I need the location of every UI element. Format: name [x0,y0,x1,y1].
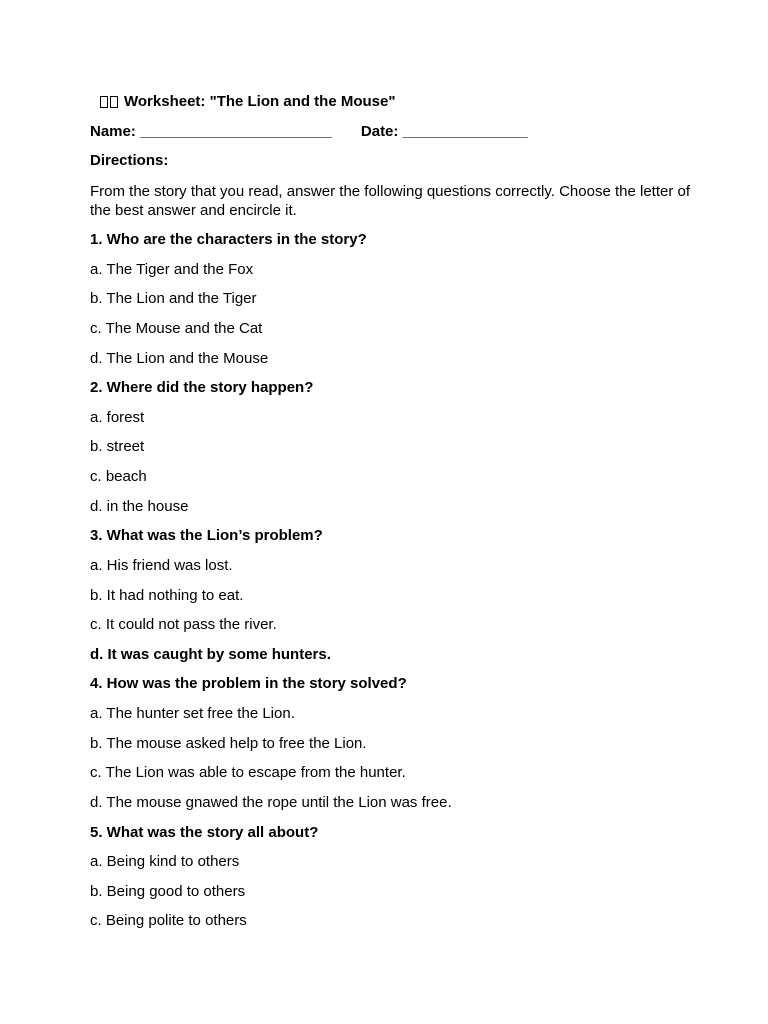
answer-option[interactable]: d. The Lion and the Mouse [90,350,269,367]
date-field[interactable]: Date: _______________ [360,123,528,140]
worksheet-title-row [100,93,395,111]
answer-option[interactable]: c. beach [90,468,147,485]
answer-option[interactable]: c. It could not pass the river. [90,616,277,633]
missing-glyph-icon [100,96,120,108]
directions-label: Directions: [90,152,169,169]
name-date-row [90,123,528,141]
question-prompt: 1. Who are the characters in the story? [90,231,367,248]
answer-option[interactable]: a. Being kind to others [90,853,240,870]
answer-option[interactable]: b. The Lion and the Tiger [90,290,257,307]
answer-option[interactable]: d. The mouse gnawed the rope until the Lion was free. [90,794,452,811]
directions-text: From the story that you read, answer the following questions correctly. Choose the letter of the best answer and encircle it. [90,183,691,219]
answer-option[interactable]: b. It had nothing to eat. [90,587,244,604]
answer-option[interactable]: a. The hunter set free the Lion. [90,705,295,722]
answer-option-selected[interactable]: d. It was caught by some hunters. [90,646,331,663]
answer-option[interactable]: b. The mouse asked help to free the Lion. [90,735,367,752]
answer-option[interactable]: a. His friend was lost. [90,557,233,574]
answer-option[interactable]: a. forest [90,409,145,426]
worksheet-title: Worksheet: "The Lion and the Mouse" [124,93,396,110]
answer-option[interactable]: c. The Lion was able to escape from the hunter. [90,764,406,781]
question-prompt: 4. How was the problem in the story solved? [90,675,407,692]
answer-option[interactable]: b. Being good to others [90,883,246,900]
answer-option[interactable]: a. The Tiger and the Fox [90,261,254,278]
question-prompt: 5. What was the story all about? [90,824,319,841]
name-field[interactable]: Name: _______________________ [90,123,332,140]
answer-option[interactable]: b. street [90,438,145,455]
question-prompt: 2. Where did the story happen? [90,379,314,396]
answer-option[interactable]: d. in the house [90,498,189,515]
answer-option[interactable]: c. Being polite to others [90,912,247,929]
question-prompt: 3. What was the Lion’s problem? [90,527,323,544]
answer-option[interactable]: c. The Mouse and the Cat [90,320,263,337]
